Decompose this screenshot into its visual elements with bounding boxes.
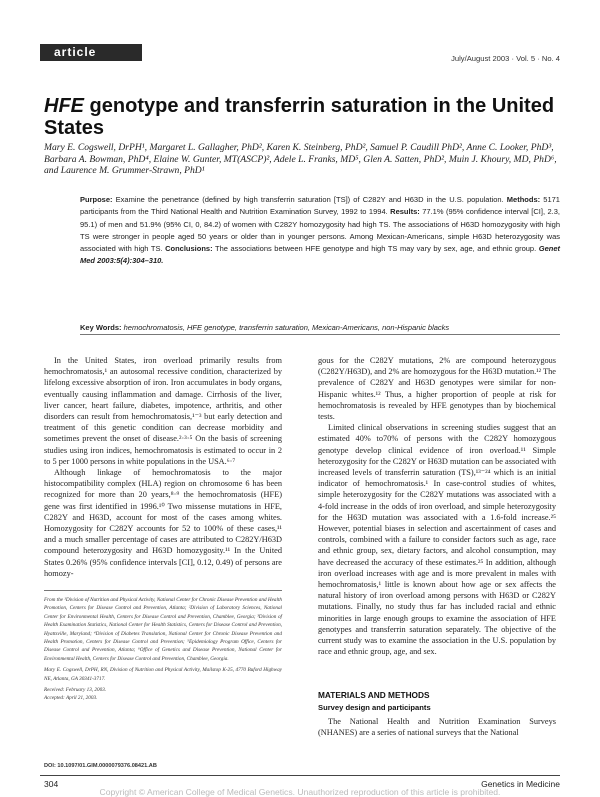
keywords-text: hemochromatosis, HFE genotype, transferrin saturation, Mexican-Americans, non-Hispanic blacks (121, 323, 450, 332)
affiliations (44, 596, 282, 706)
abstract (80, 194, 560, 268)
methods-text: 5171 participants from the Third National Health and Nutrition Examination Survey, 1992 to 1994. (80, 195, 560, 217)
page-number: 304 (44, 779, 59, 789)
conclusions-label: Conclusions: (165, 244, 213, 254)
keywords-label: Key Words: (80, 323, 122, 332)
results-text: 77.1% (95% confidence interval [CI], 2.3, 95.1) of men and 51.9% (95% CI, 0, 84.2) of women with C282Y homozygosity had high TS. The associations of H63D homozygosity with high TS were stronger in people aged 50 years or older than in younger persons. Among Mexican-Americans, simple H63D heterozygosity was associated with high TS. (80, 207, 560, 254)
copyright-notice: Copyright © American College of Medical Genetics. Unauthorized reproduction of this article is prohibited. (99, 787, 501, 797)
keywords (80, 323, 560, 332)
right-paragraph-3: The National Health and Nutrition Examination Surveys (NHANES) are a series of national surveys that the National (318, 717, 556, 738)
received-date: Received: February 13, 2003. (44, 687, 107, 694)
keywords-divider (80, 334, 560, 335)
title-rest: genotype and transferrin saturation in the United States (44, 95, 555, 139)
affiliation-from: From the ¹Division of Nutrition and Physical Activity, National Center for Chronic Disease Prevention and Health Promotion, Centers for Disease Control and Prevention, Atlanta; ²Division of Laboratory Sciences, National Center for Environmental Health, Centers for Disease Control and Prevention, Chamblee, Georgia; ³Division of Health Examination Statistics, National Center for Health Statistics, Centers for Disease Control and Prevention, Hyattsville, Maryland; ⁴Division of Diabetes Translation, National Center for Chronic Disease Prevention and Health Promotion, Centers for Disease Control and Prevention; ⁵Epidemiology Program Office, Centers for Disease Control and Prevention, Atlanta; ⁶Office of Genetics and Disease Prevention, National Center for Environmental Health, Centers for Disease Control and Prevention, Chamblee, Georgia. (44, 597, 282, 662)
article-title (44, 95, 564, 139)
doi: DOI: 10.1097/01.GIM.0000079376.08421.AB (44, 763, 157, 769)
left-paragraph-2: Although linkage of hemochromatosis to the major histocompatibility complex (HLA) region on chromosome 6 has been recognized for more than 20 years,⁸·⁹ the hemochromatosis (HFE) gene was first identified in 1996.¹⁰ Two missense mutations in HFE, C282Y and H63D, account for most of the cases among whites. Homozygosity for C282Y accounts for 52 to 100% of these cases,¹¹ and a much smaller percentage of cases are attributed to C282Y/H63D compound heterozygosity and H63D homozygosity.¹¹ In the United States 0.26% (95% confidence intervals [CI], 0.12, 0.49) of persons are homozy- (44, 468, 282, 578)
accepted-date: Accepted: April 21, 2003. (44, 695, 98, 702)
title-gene: HFE (44, 95, 84, 117)
author-list: Mary E. Cogswell, DrPH¹, Margaret L. Gallagher, PhD², Karen K. Steinberg, PhD², Samuel P. Caudill PhD², Anne C. Looker, PhD³, Barbara A. Bowman, PhD⁴, Elaine W. Gunter, MT(ASCP)², Adele L. Franks, MD⁵, Glen A. Satten, PhD², Muin J. Khoury, MD, PhD⁶, and Laurence M. Grummer-Strawn, PhD¹ (44, 142, 557, 177)
conclusions-text: The associations between HFE genotype and high TS may vary by sex, age, and ethnic group. (212, 244, 539, 254)
footer-divider (40, 775, 560, 776)
article-type-tag: article (40, 44, 142, 61)
results-label: Results: (390, 207, 420, 217)
right-column-continued (318, 716, 556, 738)
journal-name: Genetics in Medicine (481, 779, 560, 789)
right-paragraph-1: gous for the C282Y mutations, 2% are compound heterozygous (C282Y/H63D), and 2% are homozygous for the H63D mutation.¹² The prevalence of C282Y and H63D genotypes were similar for non-Hispanic whites.¹² Thus, a higher proportion of people at risk for hemochromatosis is revealed by HFE genotypes than by biochemical tests. (318, 356, 556, 422)
issue-info: July/August 2003 · Vol. 5 · No. 4 (451, 54, 560, 63)
affiliation-divider (44, 590, 282, 591)
right-column (318, 355, 556, 657)
citation: Genet Med 2003:5(4):304–310. (80, 244, 560, 266)
purpose-label: Purpose: (80, 195, 113, 204)
left-column (44, 355, 282, 579)
left-paragraph-1: In the United States, iron overload primarily results from hemochromatosis,¹ an autosomal recessive condition, characterized by lifelong excessive absorption of iron. Iron accumulates in body organs, eventually causing inflammation and damage. Cirrhosis of the liver, liver cancer, heart failure, diabetes, impotence, arthritis, and other disorders can result from hemochromatosis,¹⁻³ but early detection and treatment of this genetic condition can decrease morbidity and sometimes prevent the onset of disease.²·³·⁵ On the basis of screening studies using iron indices, hemochromatosis is estimated to occur in 2 to 5 per 1000 persons in white populations in the USA.⁶·⁷ (44, 356, 282, 466)
correspondence: Mary E. Cogswell, DrPH, RN, Division of Nutrition and Physical Activity, Mailstop K-25, 4770 Buford Highway NE, Atlanta, GA 30341-3717. (44, 667, 282, 682)
section-heading: MATERIALS AND METHODS (318, 690, 430, 700)
methods-label: Methods: (506, 195, 541, 204)
subsection-heading: Survey design and participants (318, 703, 431, 712)
right-paragraph-2: Limited clinical observations in screening studies suggest that an estimated 40% to70% of persons with the C282Y homozygous genotype develop clinical evidence of iron overload.¹¹ Simple heterozygosity for the C282Y or H63D mutation can be associated with increased levels of transferrin saturation (TS),¹³⁻²⁴ which is an initial indicator of hemochromatosis.¹ In case-control studies of whites, simple heterozygosity for the C282Y mutations was associated with a 4-fold increase in the odds of iron overload, and simple heterozygosity for the H63D mutation was associated with a 1.6-fold increase.²⁵ However, potential biases in selection and ascertainment of cases and controls, combined with a failure to consider factors such as age, race and ethnic group, sex, dietary factors, and alcohol consumption, may have decreased the accuracy of these estimates.²⁵ In addition, although iron overload increases with age and is more prevalent in males with hemochromatosis,¹ little is known about how age or sex affects the natural history of iron overload among persons with H63D or C282Y mutations. Finally, no study thus far has included racial and ethnic minorities in large enough groups to examine the association of HFE genotypes and transferrin saturation separately. The objective of the current study was to examine the association in the U.S. population by race and ethnic group, age, and sex. (318, 423, 556, 657)
purpose-text: Examine the penetrance (defined by high transferrin saturation [TS]) of C282Y and H63D in the U.S. population. (112, 195, 507, 204)
